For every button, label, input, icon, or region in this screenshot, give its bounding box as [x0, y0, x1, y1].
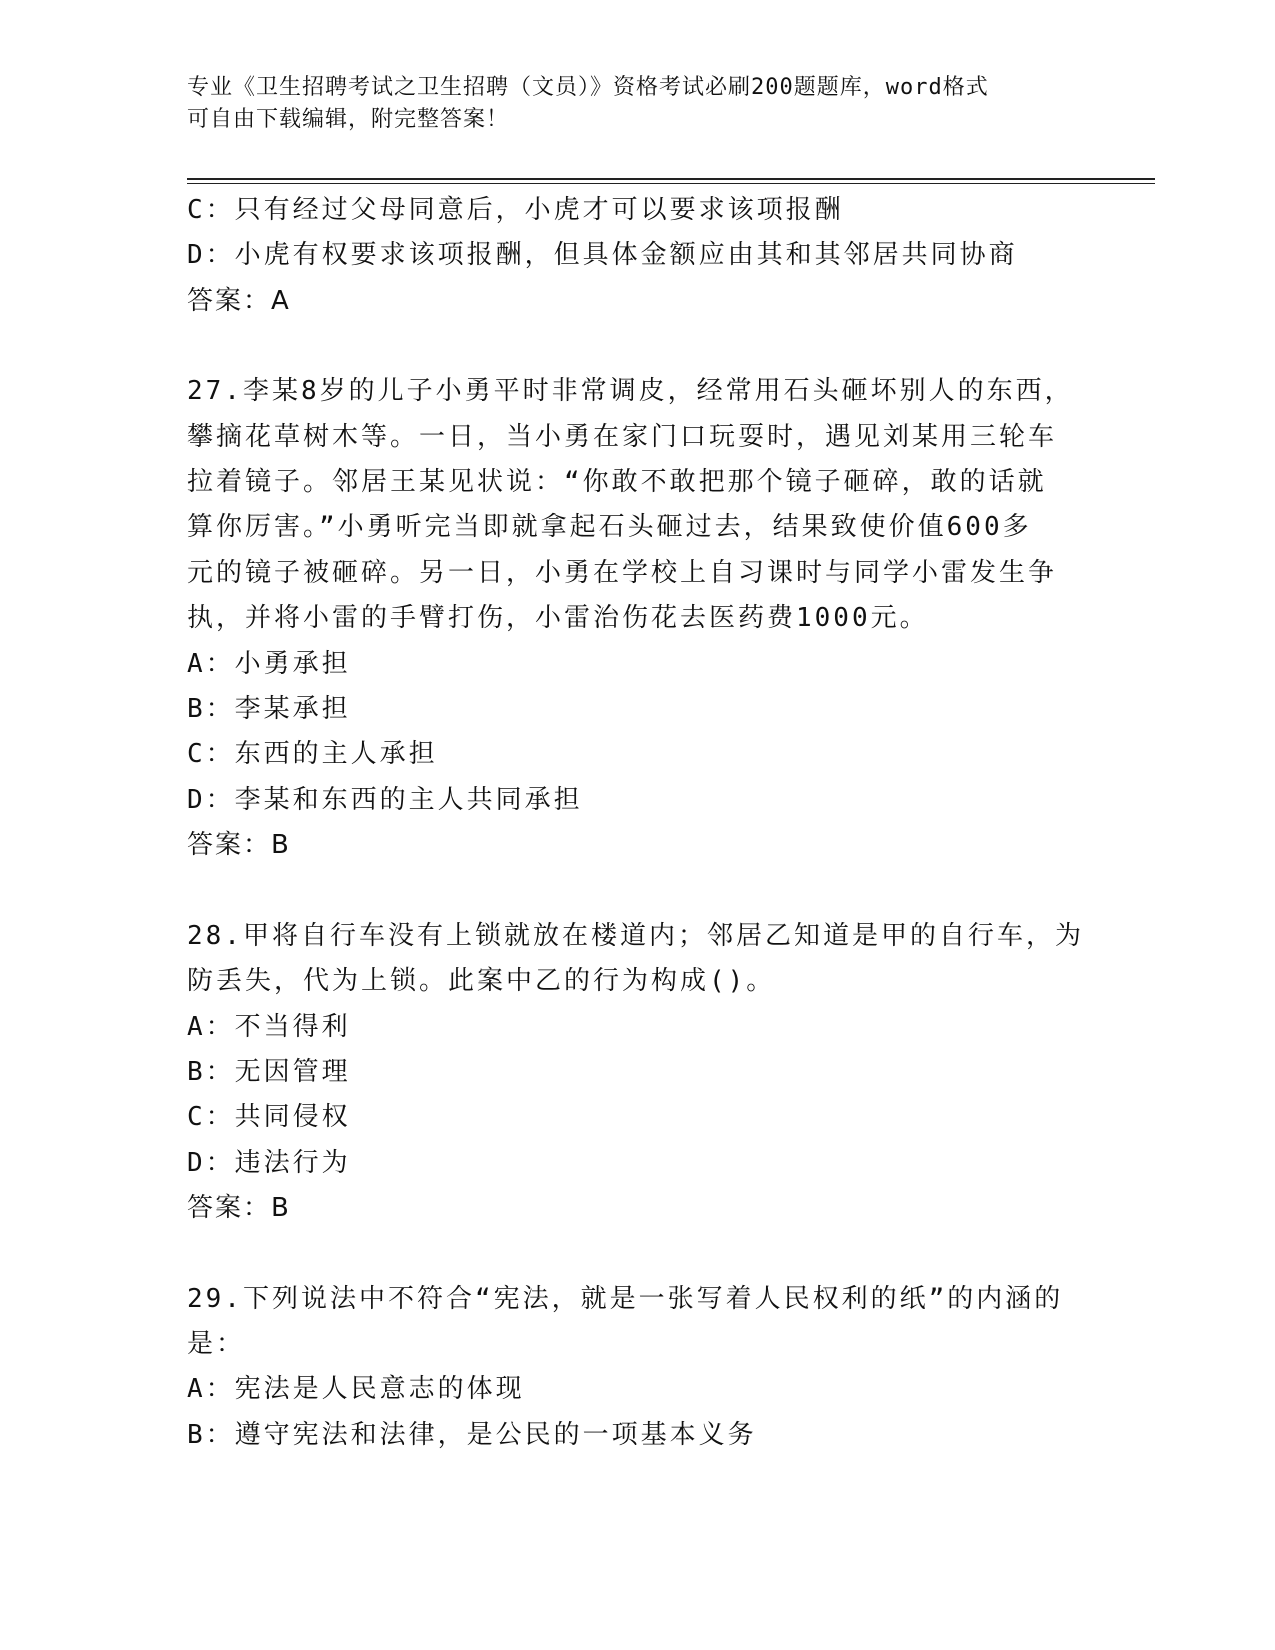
q28-option-b: B：无因管理: [187, 1056, 351, 1087]
q26-option-d: D：小虎有权要求该项报酬，但具体金额应由其和其邻居共同协商: [187, 240, 1018, 271]
header-line-2: 可自由下载编辑，附完整答案！: [187, 107, 510, 132]
q29-stem-line: 是：: [187, 1328, 246, 1359]
header-divider: [187, 178, 1155, 180]
document-header: [187, 72, 1067, 136]
header-divider-thin: [187, 183, 1155, 184]
q27-stem-line: 拉着镜子。邻居王某见状说：“你敢不敢把那个镜子砸碎，敢的话就: [187, 467, 1047, 498]
question-list: [187, 188, 1084, 1458]
q27-option-a: A：小勇承担: [187, 648, 351, 679]
q28-answer: 答案：B: [187, 1193, 291, 1224]
q26-option-c: C：只有经过父母同意后，小虎才可以要求该项报酬: [187, 195, 844, 225]
q27-stem: [187, 369, 1074, 641]
q27-stem-line: 元的镜子被砸碎。另一日，小勇在学校上自习课时与同学小雷发生争: [187, 557, 1058, 588]
spacer: [187, 1232, 1067, 1277]
q27-stem-line: 攀摘花草树木等。一日，当小勇在家门口玩耍时，遇见刘某用三轮车: [187, 421, 1058, 452]
q27-stem-line: 算你厉害。”小勇听完当即就拿起石头砸过去，结果致使价值600多: [187, 512, 1032, 543]
q27-stem-line: 执，并将小雷的手臂打伤，小雷治伤花去医药费1000元。: [187, 603, 929, 634]
header-line-1: 专业《卫生招聘考试之卫生招聘（文员）》资格考试必刷200题题库，word格式: [187, 75, 989, 100]
q28-option-a: A：不当得利: [187, 1011, 351, 1042]
q27-option-c: C：东西的主人承担: [187, 739, 438, 770]
q29-option-b: B：遵守宪法和法律，是公民的一项基本义务: [187, 1419, 757, 1450]
q26-answer: 答案：A: [187, 285, 291, 316]
q28-option-d: D：违法行为: [187, 1147, 351, 1178]
q28-option-c: C：共同侵权: [187, 1102, 351, 1133]
q27-stem-line: 27.李某8岁的儿子小勇平时非常调皮，经常用石头砸坏别人的东西，: [187, 376, 1074, 407]
q28-stem: [187, 914, 1084, 1005]
q29-stem: [187, 1277, 1067, 1368]
q29-option-a: A：宪法是人民意志的体现: [187, 1374, 525, 1405]
q28-stem-line: 28.甲将自行车没有上锁就放在楼道内；邻居乙知道是甲的自行车，为: [187, 920, 1084, 951]
q27-answer: 答案：B: [187, 830, 291, 861]
spacer: [187, 324, 1067, 369]
q27-option-b: B：李某承担: [187, 694, 351, 725]
q29-stem-line: 29.下列说法中不符合“宪法，就是一张写着人民权利的纸”的内涵的: [187, 1283, 1064, 1314]
q27-option-d: D：李某和东西的主人共同承担: [187, 784, 583, 815]
q28-stem-line: 防丢失，代为上锁。此案中乙的行为构成()。: [187, 966, 776, 997]
spacer: [187, 869, 1067, 914]
